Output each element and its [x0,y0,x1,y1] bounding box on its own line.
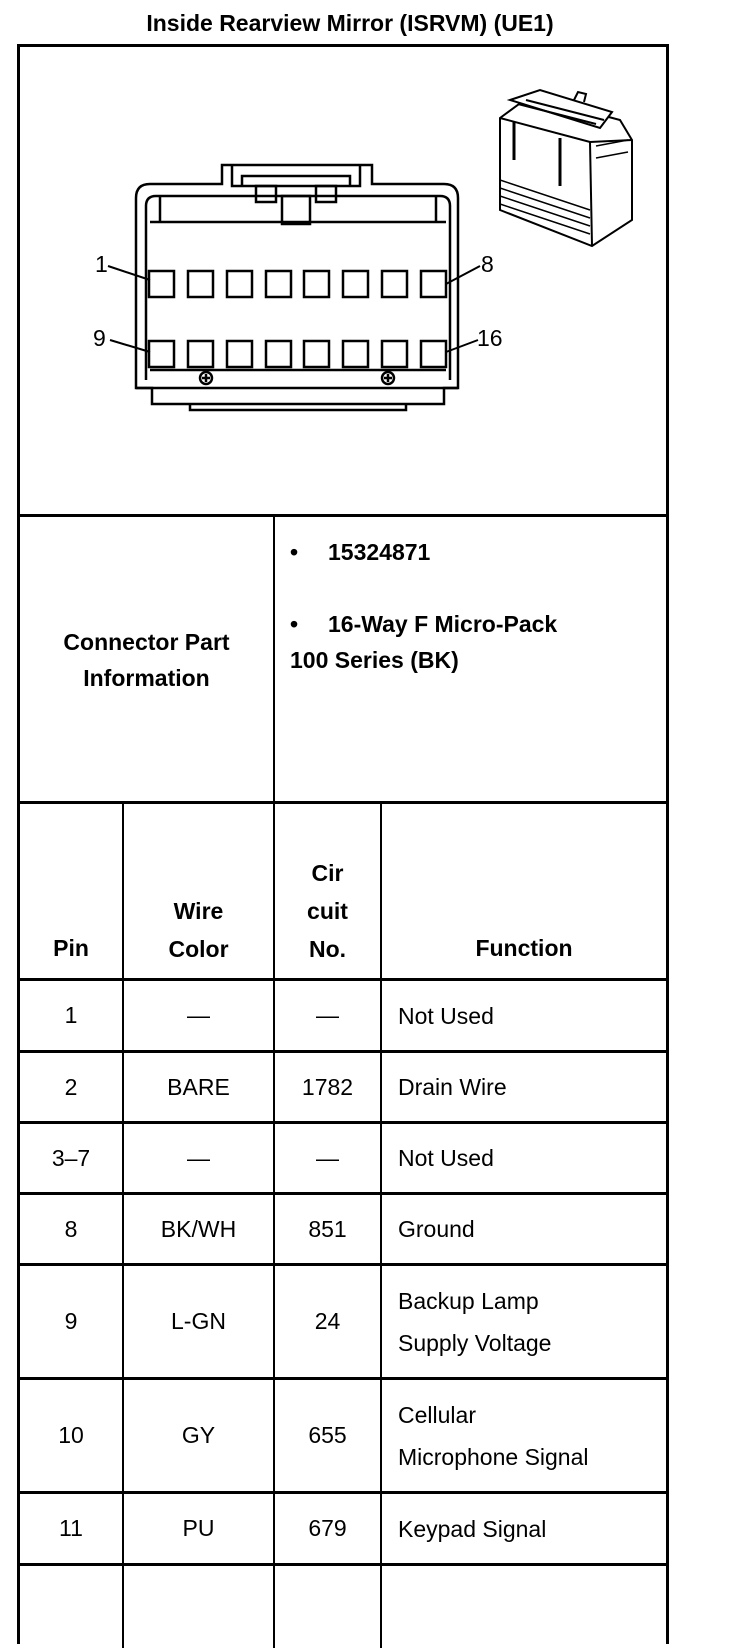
table-cell-wire: L-GN [171,1308,226,1334]
table-cell-circuit: 679 [308,1515,347,1541]
table-cell-function [382,1494,666,1563]
table-cell-pin: 2 [64,1073,78,1100]
divider-info [17,801,669,804]
pin-label-1: 1 [95,251,108,277]
connector-diagram [0,0,736,520]
connector-info-list [290,534,557,678]
table-cell-function [382,1195,666,1263]
part-number-item: • 15324871 [290,539,431,565]
connector-front-view [136,165,458,410]
part-number: 15324871 [328,539,431,565]
table-cell-circuit: — [316,1144,339,1171]
table-cell-function [382,981,666,1050]
description-item: • 16-Way F Micro-Pack [290,611,558,637]
table-cell-pin: 8 [64,1215,78,1242]
function-line: Ground [398,1216,475,1242]
header-circuit-no: Cir cuit No. [307,860,348,962]
table-cell-circuit: — [316,1002,339,1028]
connector-info-label [20,517,273,802]
table-cell-wire: PU [182,1515,215,1541]
table-row-divider [17,1563,669,1566]
pin-cavities [149,271,446,367]
function-line: Drain Wire [398,1074,507,1100]
table-cell-function [382,1124,666,1192]
function-line: Cellular [398,1401,476,1428]
function-line: Not Used [398,1145,494,1171]
header-pin: Pin [53,934,89,961]
function-line: Keypad Signal [398,1515,547,1542]
description-line1: 16-Way F Micro-Pack [328,611,558,637]
function-line: Supply Voltage [398,1329,552,1356]
header-function: Function [475,934,573,961]
table-cell-wire: — [187,1144,210,1171]
table-cell-pin: 11 [59,1515,83,1541]
table-cell-pin: 1 [64,1002,78,1028]
connector-info-label-line2: Information [83,664,210,691]
table-cell-wire: BK/WH [160,1215,237,1242]
function-line: Not Used [398,1002,494,1029]
table-cell-wire: BARE [167,1073,230,1100]
function-line: Microphone Signal [398,1443,589,1470]
table-cell-pin: 10 [58,1422,84,1448]
description-line2: 100 Series (BK) [290,647,459,673]
header-wire-color: Wire Color [168,898,229,962]
table-cell-circuit: 1782 [301,1073,354,1100]
page-title: Inside Rearview Mirror (ISRVM) (UE1) [146,10,554,36]
table-cell-circuit: 24 [314,1308,341,1334]
pin-label-8: 8 [481,251,494,277]
function-line: Backup Lamp [398,1287,539,1314]
table-cell-pin: 9 [64,1308,78,1334]
table-cell-wire: GY [181,1422,216,1448]
table-cell-circuit: 851 [308,1215,347,1242]
table-cell-circuit: 655 [308,1422,347,1448]
pin-label-16: 16 [477,325,503,351]
connector-info-label-line1: Connector Part [63,628,230,655]
pin-label-9: 9 [93,325,106,351]
table-cell-wire: — [187,1002,210,1028]
table-cell-function [382,1053,666,1121]
table-cell-function [382,1380,666,1491]
connector-isometric-view [500,90,632,246]
table-cell-function [382,1266,666,1377]
table-cell-pin: 3–7 [51,1144,91,1171]
